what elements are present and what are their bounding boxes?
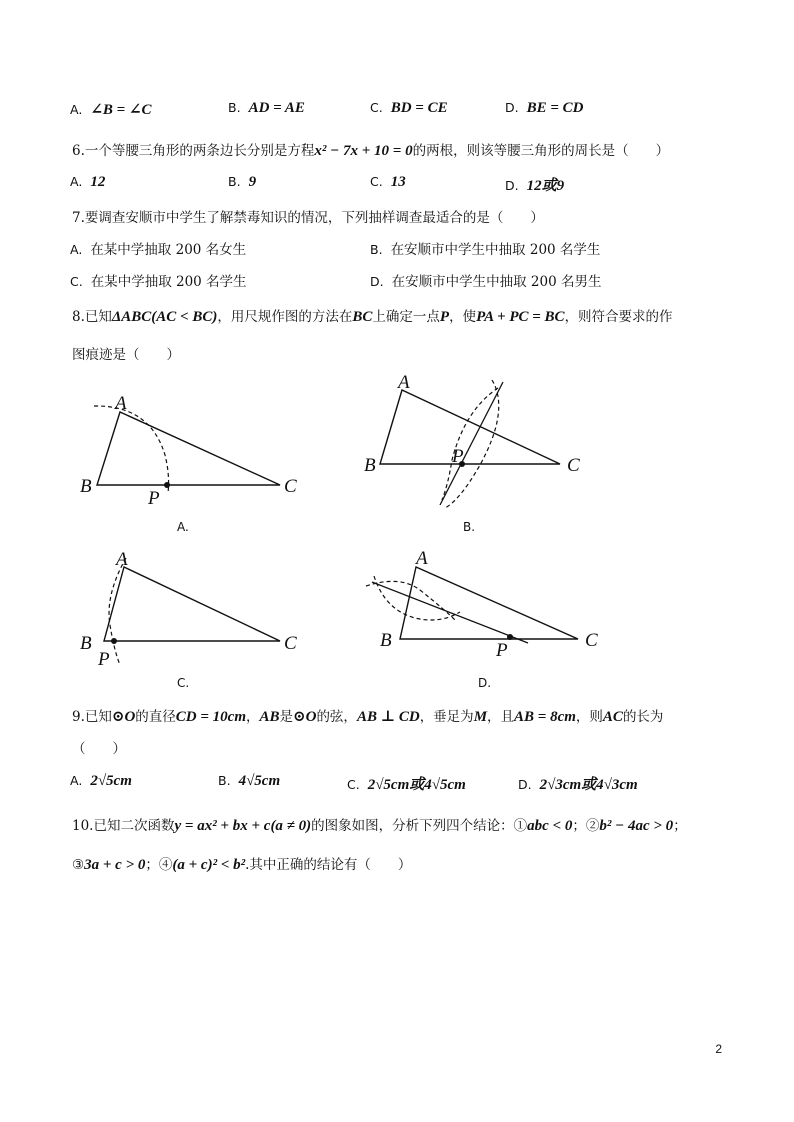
figure-b — [360, 370, 620, 510]
q7-option-b: B. 在安顺市中学生中抽取 200 名学生 — [370, 242, 601, 258]
label-c: C — [284, 476, 297, 497]
label-c: C — [567, 455, 580, 476]
label-p: P — [148, 488, 160, 509]
label-a: A — [416, 548, 428, 569]
q7-option-c: C. 在某中学抽取 200 名学生 — [70, 274, 247, 290]
q9-option-d: D. 2√3cm或4√3cm — [518, 777, 638, 793]
q9-option-b: B. 4√5cm — [218, 773, 281, 789]
caption-d: D. — [478, 676, 492, 690]
caption-a: A. — [177, 520, 189, 534]
label-p: P — [496, 640, 508, 661]
q6-option-b: B. 9 — [228, 174, 257, 190]
q6-option-a: A. 12 — [70, 174, 106, 190]
label-b: B — [80, 633, 92, 654]
caption-c: C. — [177, 676, 190, 690]
q8-stem: 8.已知ΔABC(AC < BC)，用尺规作图的方法在BC上确定一点P，使PA + PC = BC，则符合要求的作 — [72, 309, 673, 325]
q7-stem: 7.要调查安顺市中学生了解禁毒知识的情况，下列抽样调查最适合的是（ ） — [72, 210, 544, 226]
q7-option-d: D. 在安顺市中学生中抽取 200 名男生 — [370, 274, 602, 290]
figure-d — [360, 540, 620, 665]
q5-option-a: A. ∠B = ∠C — [70, 102, 152, 118]
q6-option-c: C. 13 — [370, 174, 406, 190]
q9-option-c: C. 2√5cm或4√5cm — [347, 777, 466, 793]
caption-b: B. — [463, 520, 476, 534]
q5-option-b: B. AD = AE — [228, 100, 305, 116]
label-c: C — [585, 630, 598, 651]
page-number: 2 — [715, 1042, 722, 1056]
label-p: P — [452, 446, 464, 467]
label-a: A — [115, 393, 127, 414]
q10-stem: 10.已知二次函数y = ax² + bx + c(a ≠ 0)的图象如图，分析下列四个结论：①abc < 0；②b² − 4ac > 0； — [72, 818, 687, 834]
q9-stem: 9.已知⊙O的直径CD = 10cm，AB是⊙O的弦，AB ⊥ CD，垂足为M，且AB = 8cm，则AC的长为 — [72, 709, 664, 725]
figure-c — [70, 545, 310, 670]
q8-stem-line2: 图痕迹是（ ） — [72, 347, 180, 363]
figure-a — [70, 385, 310, 515]
q5-option-d: D. BE = CD — [505, 100, 584, 116]
label-a: A — [116, 549, 128, 570]
q6-stem: 6.一个等腰三角形的两条边长分别是方程x² − 7x + 10 = 0的两根，则该等腰三角形的周长是（ ） — [72, 143, 670, 159]
q5-option-c: C. BD = CE — [370, 100, 448, 116]
q9-option-a: A. 2√5cm — [70, 773, 132, 789]
q9-stem-line2: （ ） — [72, 741, 126, 757]
label-b: B — [364, 455, 376, 476]
label-a: A — [398, 372, 410, 393]
q6-option-d: D. 12或9 — [505, 178, 565, 194]
label-p: P — [98, 649, 110, 670]
label-b: B — [80, 476, 92, 497]
q7-option-a: A. 在某中学抽取 200 名女生 — [70, 242, 247, 258]
label-c: C — [284, 633, 297, 654]
q10-stem-line2: ③3a + c > 0；④(a + c)² < b².其中正确的结论有（ ） — [72, 857, 412, 873]
label-b: B — [380, 630, 392, 651]
